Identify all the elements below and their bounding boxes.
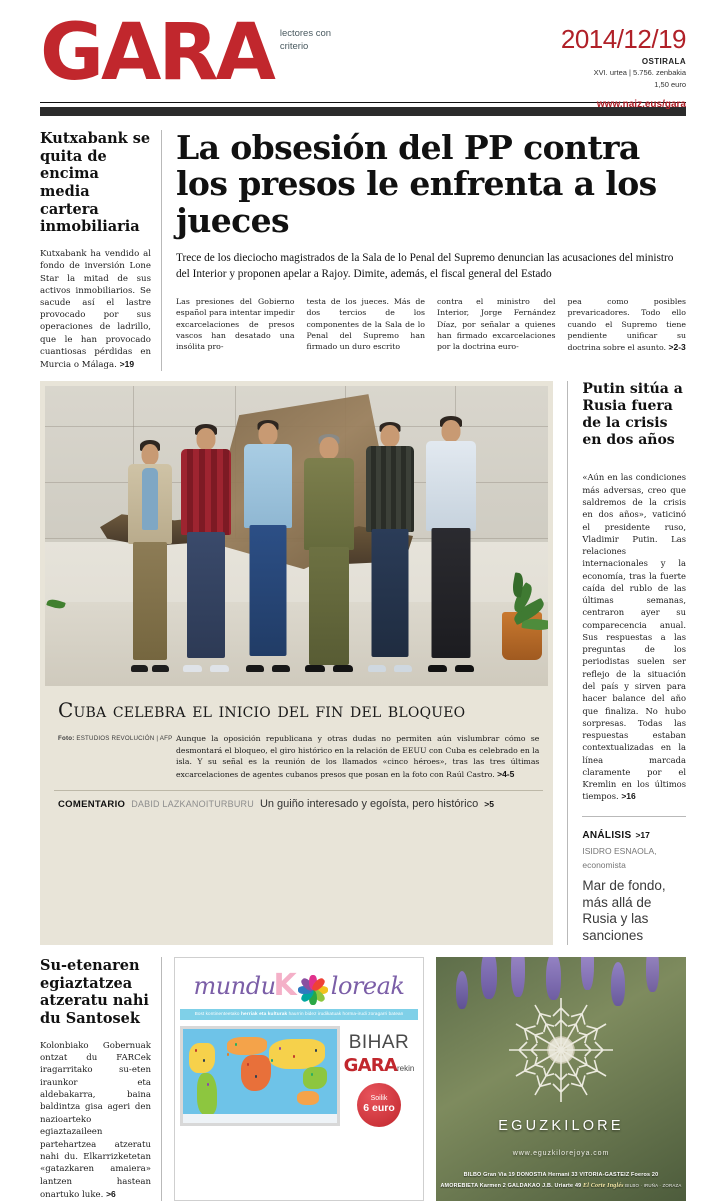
photo-caption-text [176,733,539,780]
ad-gara-logo: GARA [343,1054,397,1076]
analysis-label: ANÁLISIS [582,829,632,841]
sidebar-page-ref[interactable]: >19 [119,358,135,369]
masthead-tagline [280,28,331,53]
lead-page-ref[interactable]: >2-3 [668,342,686,353]
tagline-line-2: criterio [279,40,309,52]
tagline-post: haurrin bidez irudikatuak horma-irudi zoragarri batean [287,1011,404,1017]
weekday-label: OSTIRALA [641,57,686,66]
world-map-illustration [183,1029,337,1123]
logo-word-mundu: mundu [193,971,276,1000]
photo-person-3 [243,420,293,672]
masthead-logo-group[interactable] [40,8,332,98]
pinwheel-icon [296,969,330,1003]
gara-logo[interactable]: GARA [40,8,273,98]
analysis-role: economista [582,859,626,870]
world-map-poster [180,1026,340,1126]
comentario-author: DABID LAZKANOITURBURU [131,798,254,809]
masthead-date-block [561,22,686,110]
santos-body [40,1040,151,1201]
logo-letter-k: K [273,968,297,1004]
publication-date: 2014/12/19 [560,24,686,54]
bottom-section [40,957,686,1201]
ad-bihar-label: BIHAR [348,1031,410,1053]
address-line-2-b: BILBO · IRUÑA · ZORAZA [623,1182,682,1188]
rail-body-text: «Aún en las condiciones más adversas, creo que saldremos de la crisis en dos años», vaticinó el presidente ruso, Vladimir Putin. Las relaciones internacionales y la economía, tras la fuerte caída del rublo de las últimas semanas, centraron ayer su comparecencia anual. Sus respuestas a las preguntas de los periodistas suelen ser reflejo de la situación del país y sirven para hacer balance del año que finaliza. No hubo sorpresas. Todas las respuestas estaban contextualizadas en la línea marcada claramente por el Kremlin en los últimos tiempos. [582,472,686,802]
price-amount: 6 euro [363,1102,395,1115]
ad-mundukoloreak[interactable] [174,957,424,1201]
analysis-header [582,825,686,843]
ad-body [180,1026,418,1127]
photo-person-6 [425,416,477,672]
photo-story-block[interactable] [40,381,553,945]
issue-number: XVI. urtea | 5.756. zenbakia [593,68,686,77]
sidebar-article-santos[interactable] [40,957,162,1201]
caption-page-ref[interactable]: >4-5 [497,768,515,779]
comentario-page-ref[interactable]: >5 [484,798,494,809]
photo-person-1 [127,440,173,672]
analysis-title: Mar de fondo, más allá de Rusia y las sanciones [582,877,666,944]
middle-section [40,381,686,945]
photo-caption-row [40,722,553,780]
lead-column-2: testa de los jueces. Más de dos tercios de los componentes de la Sala de lo Penal del Supremo han firmado un duro escrito [306,296,425,352]
lead-column-4-text: pea como posibles prevaricadores. Todo ello cuando el Supremo tiene pendiente unificar su doctrina sobre el asunto. [567,296,686,353]
price-prefix: Soilik [370,1095,388,1103]
ad-gara-line [340,1055,418,1076]
sidebar-headline: Kutxabank se quita de encima media cartera inmobiliaria [40,130,151,236]
eguzkilore-website[interactable]: www.eguzkilorejoya.com [512,1150,610,1158]
website-url[interactable]: www.naiz.eus/gara [596,99,686,111]
ad-rekin-suffix: rekin [396,1063,415,1073]
eguzkilore-addresses [436,1171,686,1191]
rail-body-putin [582,471,686,802]
photo-credit-value: ESTUDIOS REVOLUCIÓN | AFP [76,735,173,743]
ad-eguzkilore[interactable] [436,957,686,1201]
eguzkilore-flower-icon [501,990,621,1110]
rail-headline-putin: Putin sitúa a Rusia fuera de la crisis en dos años [582,381,683,449]
sidebar-body-text: Kutxabank ha vendido al fondo de inversión Lone Star la mitad de sus activos inmobiliarios. Se sacude así el lastre provocado por sus operaciones de ladrillo, que le han provocado cuantiosas pérdidas en Murcia o Málaga. [40,249,151,370]
price-badge[interactable] [357,1083,401,1127]
lead-column-1: Las presiones del Gobierno español para intentar impedir excarcelaciones de presos vascos han desatado una insólita pro- [176,296,295,352]
ad-offer[interactable] [340,1026,418,1127]
caption-body: Aunque la oposición republicana y otras dudas no permiten aún vislumbrar cómo se desmontará el bloqueo, el giro histórico en la relación de EEUU con Cuba es celebrado en la isla. Y su señal es la reunión de los llamados «cinco héroes», tras las tres últimas excarcelaciones de agentes cubanos presos que posan en la foto con Raúl Castro. [176,734,540,779]
cover-price: 1,50 euro [654,80,686,90]
rail-page-ref[interactable]: >16 [621,791,636,802]
analysis-page-ref[interactable]: >17 [635,829,650,840]
photo-person-raul-castro [303,434,355,672]
photo-credit [58,733,176,780]
sidebar-article-kutxabank[interactable] [40,130,162,371]
comentario-label: COMENTARIO [58,798,126,810]
comentario-title: Un guiño interesado y egoísta, pero histórico [259,797,479,810]
tagline-bold: herriak eta kulturak [240,1012,288,1018]
corte-ingles-logo: El Corte Inglés [583,1182,624,1189]
address-line-2-a: AMOREBIETA Karmen 2 GALDAKAO J.B. Uriarte 49 [440,1182,584,1189]
address-line-2 [436,1181,686,1192]
eguzkilore-brand-name: EGUZKILORE [498,1118,624,1135]
lead-column-3: contra el ministro del Interior, Jorge Fernández Díaz, por señalar a quienes han firmado excarcelaciones por la doctrina euro- [437,296,556,352]
sidebar-body [40,248,151,371]
tagline-pre: Bost kontinenteetako [194,1011,241,1017]
masthead [40,0,686,111]
lead-headline: La obsesión del PP contra los presos le enfrenta a los jueces [176,128,657,240]
top-section [40,130,686,371]
santos-headline: Su-etenaren egiaztatzea atzeratu nahi du Santosek [40,956,149,1027]
photo-person-5 [365,422,415,672]
santos-body-text: Kolonbiako Gobernuak ontzat du FARCek iragarritako su-eten iraunkor eta aldebakarra, baina baldintza gisa ageri den nazioarteko egiaztazaileen partehartzea atzeratu nahi du. Elkarrizketetan «gatazkaren amaiera» lantzen hastean onartuko luke. [40,1040,151,1201]
lead-column-4 [568,296,687,354]
mundukoloreak-tagline [180,1009,418,1020]
lead-article[interactable] [162,130,686,371]
lead-subheadline: Trece de los dieciocho magistrados de la Sala de lo Penal del Supremo denuncian las acusaciones del ministro del Interior y proponen apelar a Rajoy. Dimite, además, el fiscal general del Estado [176,251,674,280]
analysis-author: ISIDRO ESNAOLA, [582,845,657,856]
logo-word-loreak: loreak [330,971,405,1000]
photo-person-2 [180,424,232,672]
address-line-1: BILBO Gran Via 19 DONOSTIA Hernani 33 VITORIA-GASTEIZ Foeros 20 [463,1172,659,1179]
comentario-bar[interactable] [54,790,543,819]
analysis-block[interactable] [582,816,686,945]
photo-credit-label: Foto: [58,735,75,743]
right-rail [567,381,686,945]
santos-page-ref[interactable]: >6 [106,1189,116,1200]
lead-body-columns [176,296,686,354]
cuba-photo [45,386,548,686]
tagline-line-1: lectores con [279,28,332,39]
photo-caption-headline: Cuba celebra el inicio del fin del bloqueo [58,698,466,723]
